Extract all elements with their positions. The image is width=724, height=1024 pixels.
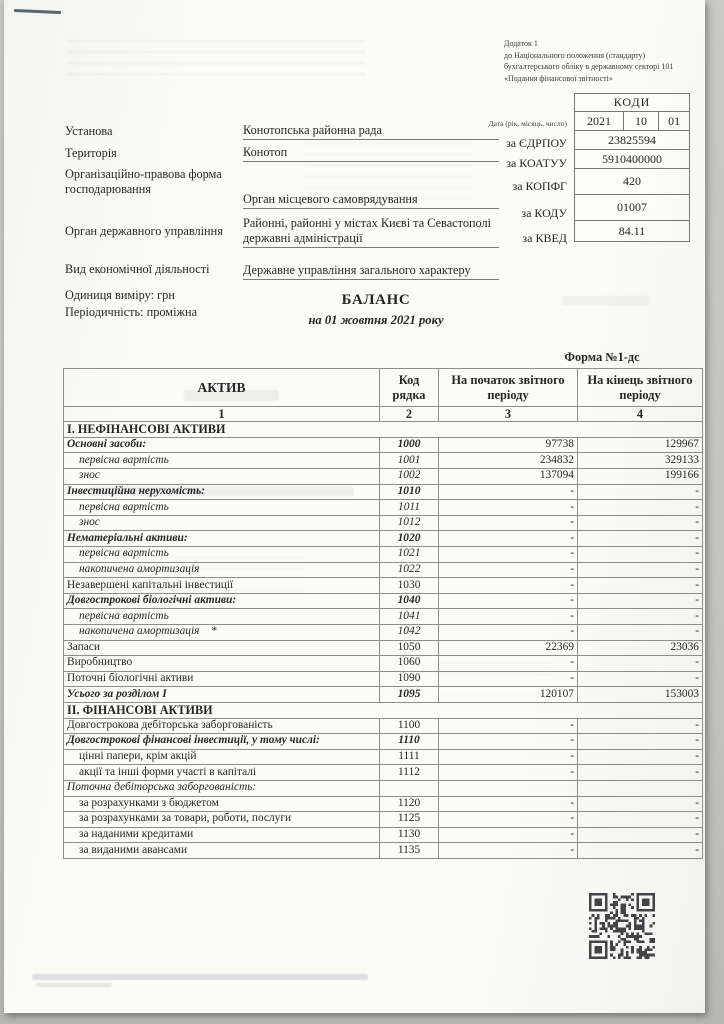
info-value: Конотоп [243,145,499,162]
table-row [64,469,703,485]
row-label: Усього за розділом І [64,687,380,703]
row-label: за виданими авансами [64,843,380,859]
section-row [64,422,703,438]
date-day: 01 [658,112,689,130]
value-end: - [578,562,703,578]
value-end: - [578,671,703,687]
value-end: - [578,656,703,672]
row-label: Виробництво [64,656,380,672]
value-start: - [439,843,578,859]
unit-of-measure: Одиниця виміру: грн [65,288,175,302]
value-start: - [439,578,578,594]
value-start: - [439,656,578,672]
value-end: - [578,796,703,812]
info-value: Орган місцевого самоврядування [243,167,499,209]
row-code: 1042 [380,624,439,640]
qr-code-image [589,893,655,959]
table-row [64,671,703,687]
info-row-territory [65,145,499,167]
table-row [64,780,703,796]
value-end: - [578,718,703,734]
info-row-activity [65,255,499,280]
row-code: 1130 [380,827,439,843]
code-value-kved: 84.11 [574,220,690,242]
document-page [4,0,705,1013]
row-code: 1012 [380,515,439,531]
row-label: накопичена амортизація [64,562,380,578]
row-label: Довгострокові фінансові інвестиції, у тому числі: [64,734,380,750]
row-label: Довгострокова дебіторська заборгованість [64,718,380,734]
value-end: - [578,734,703,750]
col-header-end: На кінець звітного періоду [578,369,703,407]
table-row [64,827,703,843]
section-label: ІІ. ФІНАНСОВІ АКТИВИ [64,702,703,718]
row-code: 1120 [380,796,439,812]
table-row [64,687,703,703]
row-label: Нематеріальні активи: [64,531,380,547]
value-end: 199166 [578,469,703,485]
row-label: знос [64,515,380,531]
value-end: - [578,484,703,500]
value-start: - [439,796,578,812]
table-row [64,453,703,469]
value-end: - [578,765,703,781]
row-label: Поточні біологічні активи [64,671,380,687]
row-code: 1022 [380,562,439,578]
value-start: - [439,718,578,734]
table-row [64,562,703,578]
code-value-kopfg: 420 [574,168,690,195]
value-start: - [439,749,578,765]
date-month: 10 [623,112,658,130]
value-end: 23036 [578,640,703,656]
table-row [64,812,703,828]
row-code: 1011 [380,500,439,516]
table-row [64,656,703,672]
row-code [380,780,439,796]
value-end: - [578,624,703,640]
appendix-line: бухгалтерського обліку в державному секторі 101 [504,62,674,72]
row-code: 1090 [380,671,439,687]
row-code: 1110 [380,734,439,750]
value-start: 120107 [439,687,578,703]
document-title: БАЛАНС [341,292,411,308]
table-row [64,593,703,609]
document-subtitle: на 01 жовтня 2021 року [308,313,444,327]
value-start: - [439,515,578,531]
value-start: - [439,765,578,781]
value-start: - [439,609,578,625]
row-code: 1030 [380,578,439,594]
col-number: 4 [578,407,703,422]
value-end [578,780,703,796]
info-row-legal-form [65,167,499,209]
row-label: акції та інші форми участі в капіталі [64,765,380,781]
info-row-institution [65,123,499,145]
value-start [439,780,578,796]
row-code: 1001 [380,453,439,469]
row-code: 1112 [380,765,439,781]
appendix-line: Додаток 1 [504,39,538,48]
value-end: - [578,843,703,859]
code-label-kodu: за КОДУ [521,206,567,220]
value-end: 153003 [578,687,703,703]
value-end: - [578,578,703,594]
code-label-kopfg: за КОПФГ [512,179,567,193]
appendix-note [504,38,700,84]
info-label: Установа [65,124,113,138]
table-row [64,484,703,500]
info-label: Територія [65,146,117,160]
bleed-through-artifact [32,974,368,980]
balance-table [63,368,703,859]
row-label: за розрахунками з бюджетом [64,796,380,812]
table-row [64,843,703,859]
section-label: І. НЕФІНАНСОВІ АКТИВИ [64,422,703,438]
table-row [64,531,703,547]
value-start: 22369 [439,640,578,656]
col-header-code: Код рядка [380,369,439,407]
code-value-kodu: 01007 [574,194,690,221]
row-code: 1050 [380,640,439,656]
date-year: 2021 [586,113,611,128]
info-value: Районні, районні у містах Києві та Севастополі державні адміністрації [243,216,499,248]
row-code: 1020 [380,531,439,547]
row-code: 1125 [380,812,439,828]
table-row [64,609,703,625]
value-end: - [578,609,703,625]
table-row [64,500,703,516]
row-label: первісна вартість [64,453,380,469]
codes-spacer [462,94,574,113]
document-title-block [64,292,688,328]
value-end: - [578,531,703,547]
info-value: Конотопська районна рада [243,123,499,140]
value-end: - [578,515,703,531]
col-header-asset: АКТИВ [64,369,380,407]
code-label-edrpou: за ЄДРПОУ [505,135,567,150]
row-code: 1040 [380,593,439,609]
value-end: - [578,812,703,828]
row-label: Запаси [64,640,380,656]
value-end: 129967 [578,437,703,453]
code-label-kved: за КВЕД [522,230,567,245]
value-start: - [439,593,578,609]
value-start: - [439,671,578,687]
row-label: первісна вартість [64,609,380,625]
qr-code [589,893,655,959]
row-code: 1002 [380,469,439,485]
appendix-line: до Національного положення (стандарту) [504,50,646,60]
code-label-koatuu: за КОАТУУ [506,155,567,170]
value-end: - [578,827,703,843]
row-label: цінні папери, крім акцій [64,749,380,765]
table-row [64,437,703,453]
value-start: 97738 [439,437,578,453]
row-label: Інвестиційна нерухомість: [64,484,380,500]
col-header-start: На початок звітного періоду [439,369,578,407]
value-end: 329133 [578,453,703,469]
info-value: Державне управління загального характеру [243,255,499,280]
value-start: - [439,624,578,640]
bleed-through-artifact [36,983,112,987]
value-start: - [439,562,578,578]
value-start: - [439,734,578,750]
institution-info [65,123,499,320]
value-start: - [439,500,578,516]
col-number: 1 [64,407,380,422]
table-header-row [64,369,703,407]
table-row [64,624,703,640]
value-start: - [439,812,578,828]
table-row [64,796,703,812]
col-number: 3 [439,407,578,422]
row-label: Поточна дебіторська заборгованість: [64,780,380,796]
info-row-governing-body [65,209,499,255]
bleed-through-artifact [66,40,366,82]
row-label: первісна вартість [64,500,380,516]
row-code: 1010 [380,484,439,500]
code-value-koatuu: 5910400000 [574,149,690,169]
value-start: 234832 [439,453,578,469]
periodicity: Періодичність: проміжна [65,304,198,319]
table-row [64,547,703,563]
codes-header: КОДИ [574,93,690,112]
codes-boxes [574,94,690,249]
row-code: 1041 [380,609,439,625]
section-row [64,702,703,718]
value-start: - [439,827,578,843]
value-end: - [578,749,703,765]
value-start: 137094 [439,469,578,485]
table-row [64,578,703,594]
row-code: 1095 [380,687,439,703]
row-label: за наданими кредитами [64,827,380,843]
row-code: 1135 [380,843,439,859]
info-label: Орган державного управління [65,224,223,239]
table-row [64,515,703,531]
row-label: первісна вартість [64,547,380,563]
value-start: - [439,484,578,500]
value-end: - [578,500,703,516]
row-code: 1060 [380,656,439,672]
value-end: - [578,593,703,609]
scan-pen-mark [14,9,61,15]
row-code: 1021 [380,547,439,563]
date-label: Дата (рік, місяць, число) [488,118,567,128]
row-code: 1111 [380,749,439,765]
value-start: - [439,531,578,547]
value-end: - [578,547,703,563]
row-label: Незавершені капітальні інвестиції [64,578,380,594]
table-row [64,640,703,656]
appendix-line: «Подання фінансової звітності» [504,73,613,83]
table-row [64,749,703,765]
row-label: Довгострокові біологічні активи: [64,593,380,609]
row-label: за розрахунками за товари, роботи, послуги [64,812,380,828]
row-label: знос [64,469,380,485]
info-label: Вид економічної діяльності [65,261,210,276]
table-row [64,718,703,734]
table-row [64,765,703,781]
row-code: 1000 [380,437,439,453]
row-label: накопичена амортизація * [64,624,380,640]
column-numbers-row [64,407,703,422]
col-number: 2 [380,407,439,422]
form-number: Форма №1-дс [564,350,640,364]
table-row [64,734,703,750]
row-label: Основні засоби: [64,437,380,453]
balance-table-body [64,422,703,859]
code-value-edrpou: 23825594 [574,130,690,150]
info-label: Організаційно-правова форма господарювання [65,167,222,197]
row-code: 1100 [380,718,439,734]
value-start: - [439,547,578,563]
date-row [574,111,690,131]
